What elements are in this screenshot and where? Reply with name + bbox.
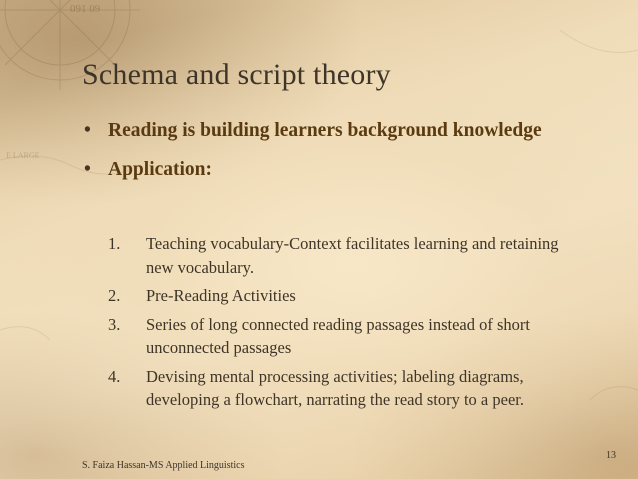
- item-number: 2.: [108, 286, 121, 305]
- bullet-item: [82, 117, 552, 144]
- numbered-item: [108, 232, 578, 279]
- slide-title: Schema and script theory: [82, 58, 391, 91]
- item-text: Series of long connected reading passages instead of short unconnected passages: [146, 314, 530, 357]
- item-text: Teaching vocabulary-Context facilitates learning and retaining new vocabulary.: [146, 234, 559, 277]
- footer-author: S. Faiza Hassan-MS Applied Linguistics: [82, 460, 245, 471]
- page-number: 13: [606, 450, 616, 461]
- bullet-marker: •: [84, 120, 91, 141]
- bullet-text: Reading is building learners background knowledge: [108, 120, 542, 141]
- item-text: Pre-Reading Activities: [146, 286, 296, 305]
- bullet-text: Application:: [108, 159, 213, 180]
- item-number: 3.: [108, 314, 121, 334]
- item-text: Devising mental processing activities; labeling diagrams, developing a flowchart, narrating the read story to a peer.: [146, 366, 524, 409]
- item-number: 1.: [108, 234, 121, 253]
- numbered-item: [108, 313, 578, 360]
- svg-text:E LARGE: E LARGE: [6, 151, 40, 160]
- numbered-item: [108, 284, 578, 308]
- numbered-list: [108, 232, 578, 417]
- item-number: 4.: [108, 366, 121, 386]
- numbered-item: [108, 365, 578, 412]
- bullet-item: [82, 156, 552, 183]
- bullet-list: [82, 117, 552, 183]
- map-label: 091 09: [70, 3, 101, 15]
- bullet-marker: •: [84, 159, 91, 180]
